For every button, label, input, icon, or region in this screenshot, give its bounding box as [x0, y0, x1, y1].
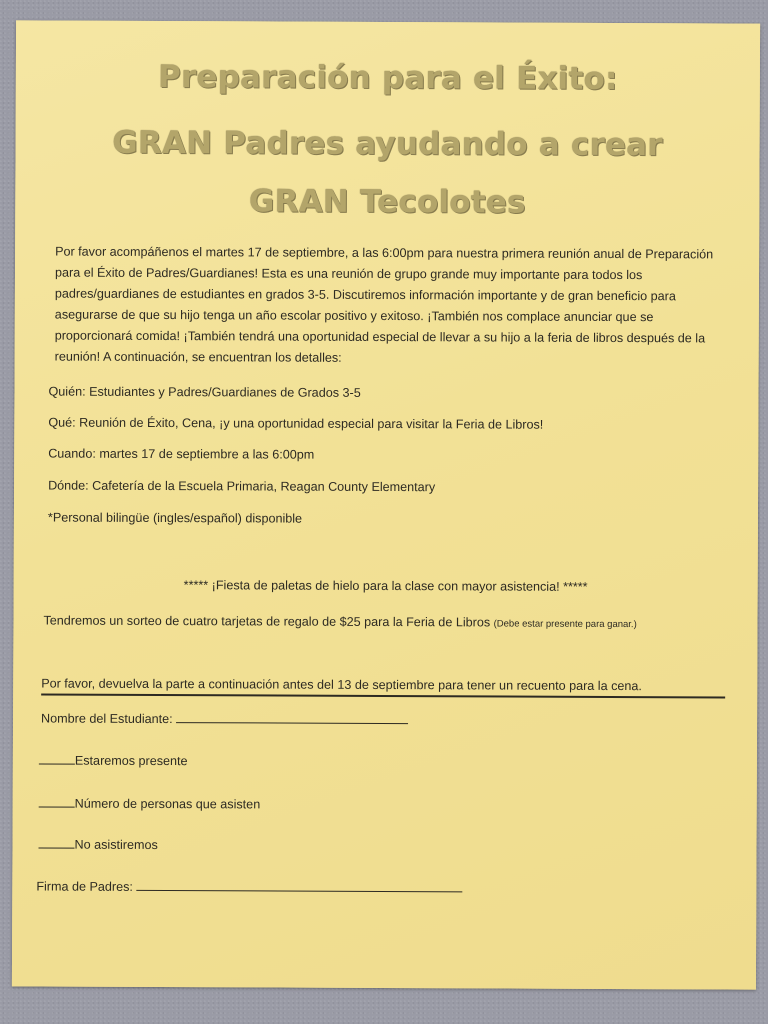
detail-bilingual: *Personal bilingüe (ingles/español) disponible	[47, 510, 303, 526]
not-attending-blank[interactable]	[38, 835, 74, 848]
student-name-row	[41, 709, 408, 727]
raffle-text: Tendremos un sorteo de cuatro tarjetas de regalo de $25 para la Feria de Libros	[43, 613, 491, 630]
title-line-3: GRAN Tecolotes	[248, 183, 526, 221]
not-attending-row	[38, 835, 157, 852]
attending-blank[interactable]	[39, 751, 75, 764]
title-line-2: GRAN Padres ayudando a crear	[112, 124, 663, 164]
count-label: Número de personas que asisten	[74, 796, 261, 812]
detail-que: Qué: Reunión de Éxito, Cena, ¡y una oportunidad especial para visitar la Feria de Libros!	[48, 415, 544, 432]
student-name-label: Nombre del Estudiante:	[41, 711, 173, 727]
raffle-line	[43, 614, 636, 631]
intro-paragraph: Por favor acompáñenos el martes 17 de septiembre, a las 6:00pm para nuestra primera reunión anual de Preparación para el Éxito de Padres/Guardianes! Esta es una reunión de grupo grande muy importante para todos los padres/guardianes de estudiantes en grados 3-5. Discutiremos información importante y de gran beneficio para asegurarse de que su hijo tenga un año escolar positivo y exitoso. ¡También nos complace anunciar que se proporcionará comida! ¡También tendrá una oportunidad especial de llevar a su hijo a la feria de libros después de la reunión! A continuación, se encuentran los detalles:	[54, 244, 714, 365]
signature-label: Firma de Padres:	[36, 879, 133, 894]
attending-label: Estaremos presente	[74, 753, 188, 769]
attending-row	[39, 751, 188, 768]
detail-quien: Quién: Estudiantes y Padres/Guardianes de Grados 3-5	[48, 384, 361, 400]
not-attending-label: No asistiremos	[74, 837, 158, 853]
detail-donde: Dónde: Cafetería de la Escuela Primaria, Reagan County Elementary	[48, 478, 436, 495]
student-name-blank[interactable]	[176, 710, 408, 724]
title-line-1: Preparación para el Éxito:	[157, 59, 618, 98]
count-row	[39, 794, 261, 811]
count-blank[interactable]	[39, 794, 75, 807]
raffle-note: (Debe estar presente para ganar.)	[493, 618, 637, 631]
popsicle-party-line: ***** ¡Fiesta de paletas de hielo para la clase con mayor asistencia! *****	[183, 578, 588, 594]
flyer-paper	[12, 20, 760, 989]
return-instructions: Por favor, devuelva la parte a continuación antes del 13 de septiembre para tener un recuento para la cena.	[41, 676, 725, 698]
signature-blank[interactable]	[136, 878, 462, 892]
signature-row	[36, 877, 462, 895]
detail-cuando: Cuando: martes 17 de septiembre a las 6:00pm	[48, 446, 315, 462]
